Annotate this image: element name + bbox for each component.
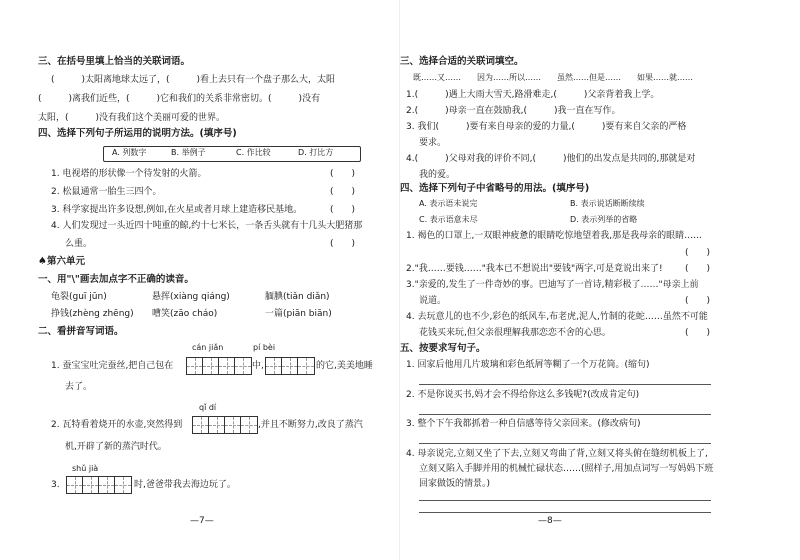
pinyin-item: 一篇(piān biān) [265, 309, 332, 319]
ellipsis-option-a: A. 表示语未说完 [419, 199, 478, 208]
left-sec4-item4-cont: 么重。 [65, 239, 93, 249]
left-u2-q3a: 3. [51, 480, 60, 490]
left-u2-q1b: 中, [252, 361, 264, 371]
right-sec5-q2: 2. 不是你说买书,妈才会不得给你这么多钱呢?(改成肯定句) [406, 390, 640, 400]
answer-paren[interactable]: ( ) [330, 205, 356, 215]
answer-paren[interactable]: ( ) [330, 239, 356, 249]
spade-icon: ♠ [38, 256, 47, 267]
answer-paren[interactable]: ( ) [685, 296, 711, 306]
answer-paren[interactable]: ( ) [330, 187, 356, 197]
page-number: —8— [538, 516, 562, 526]
right-sec3-line4: 4.( )父母对我的评价不同,( )他们的出发点是共同的,那就是对 [406, 154, 696, 164]
left-sec4-item1: 1. 电视塔的形状像一个待发射的火箭。 [51, 169, 207, 179]
answer-paren[interactable]: ( ) [685, 328, 711, 338]
left-u2-q2c: 机,开辟了新的蒸汽时代。 [65, 442, 167, 452]
right-sec5-q4b: 立刻又陷入手脚并用的机械忙碌状态……(照样子,用加点词写一写妈妈下班 [419, 464, 714, 474]
answer-paren[interactable]: ( ) [330, 169, 356, 179]
answer-line[interactable] [419, 384, 711, 385]
right-sec3-line3-cont: 要求。 [419, 138, 447, 148]
right-sec5-q1: 1. 回家后他用几片玻璃和彩色纸屑等糊了一个万花筒。(缩句) [406, 360, 650, 370]
right-sec3-line4-cont: 我的爱。 [419, 170, 456, 180]
pinyin-item: 嘈笑(zāo cháo) [152, 309, 218, 319]
pinyin-item: 挣钱(zhèng zhēng) [51, 309, 134, 319]
right-sec5-title: 五、按要求写句子。 [400, 343, 486, 354]
left-sec4-item2: 2. 松鼠通常一胎生三四个。 [51, 187, 162, 197]
ellipsis-option-b: B. 表示说话断断续续 [570, 199, 645, 208]
right-sec3-line3: 3. 我们( )要有来自母亲的爱的力量,( )要有来自父亲的严格 [406, 122, 687, 132]
left-u2-title: 二、看拼音写词语。 [38, 326, 124, 337]
pinyin-label: cán jiǎn [192, 343, 224, 352]
answer-line[interactable] [419, 512, 711, 513]
writing-grid[interactable] [66, 476, 132, 494]
right-sec4-line3-cont: 说道。 [419, 296, 447, 306]
answer-line[interactable] [419, 414, 711, 415]
pinyin-label: pí bèi [253, 343, 276, 352]
page-number: —7— [190, 516, 214, 526]
left-sec3-line3: 太阳，( )没有我们这个美丽可爱的世界。 [38, 113, 226, 123]
left-sec4-item4: 4. 人们发现过一头近四十吨重的鲸,约十七米长，一条舌头就有十几头大肥猪那 [51, 221, 363, 231]
writing-grid[interactable] [192, 416, 258, 434]
answer-paren[interactable]: ( ) [685, 248, 711, 258]
pinyin-label: qǐ dí [199, 403, 217, 412]
method-option-d: D. 打比方 [298, 148, 334, 157]
writing-grid[interactable] [265, 357, 315, 375]
left-sec3-title: 三、在括号里填上恰当的关联词语。 [38, 56, 191, 67]
method-option-b: B. 举例子 [171, 148, 206, 157]
method-option-c: C. 作比较 [236, 148, 271, 157]
right-sec5-q4a: 4. 母亲说完,立刻又坐了下去,立刻又弯曲了背,立刻又将头俯在缝纫机板上了, [406, 449, 708, 459]
right-sec4-line1: 1. 褐色的口罩上,一双眼神疲惫的眼睛吃惊地望着我,那是我母亲的眼睛…… [406, 231, 703, 241]
right-sec4-title: 四、选择下列句子中省略号的用法。(填序号) [400, 183, 590, 194]
unit-title [38, 257, 85, 267]
right-sec4-line4: 4. 去玩意儿的也不少,彩色的纸风车,布老虎,泥人,竹制的花蛇……虽然不可能 [406, 312, 708, 322]
left-u2-q2a: 2. 瓦特看着烧开的水壶,突然得到 [51, 420, 183, 430]
left-u2-q2b: ,并且不断努力,改良了蒸汽 [258, 420, 363, 430]
right-sec4-line3: 3."亲爱的,发生了一件奇妙的事。巴迪写了一首诗,精彩极了……"母亲上前 [406, 280, 699, 290]
method-option-a: A. 列数字 [112, 148, 147, 157]
left-sec4-title: 四、选择下列句子所运用的说明方法。(填序号) [38, 128, 237, 139]
right-sec3-line2: 2.( )母亲一直在鼓励我,( )我一直在写作。 [406, 106, 621, 116]
writing-grid[interactable] [186, 357, 252, 375]
pinyin-item: 龟裂(guī jūn) [51, 292, 107, 302]
right-sec5-q4c: 回家做饭的情景。) [419, 479, 491, 489]
left-u2-q3b: 时,爸爸带我去海边玩了。 [134, 480, 236, 490]
ellipsis-option-c: C. 表示语意未尽 [419, 215, 478, 224]
left-u2-q1d: 去了。 [65, 382, 93, 392]
right-sec5-q3: 3. 整个下午我都抓着一种自信感等待父亲回来。(修改病句) [406, 419, 641, 429]
answer-paren[interactable]: ( ) [685, 264, 711, 274]
pinyin-label: shǔ jià [72, 464, 99, 473]
pinyin-item: 腼腆(tiǎn diǎn) [265, 292, 330, 302]
right-sec4-line4-cont: 花钱买来玩,但父亲很理解我那恋恋不舍的心思。 [419, 328, 611, 338]
answer-line[interactable] [419, 443, 711, 444]
right-sec4-line2: 2."我……要钱……"我本已不想说出"要钱"两字,可是竟说出来了! [406, 264, 663, 274]
pinyin-item: 悬挥(xiàng qiáng) [152, 292, 230, 302]
left-u2-q1c: 的它,美美地睡 [316, 361, 373, 371]
left-u1-title: 一、用"\"画去加点字不正确的读音。 [38, 274, 194, 285]
right-sec3-line1: 1.( )遇上大雨大雪天,路滑难走,( )父亲背着我上学。 [406, 90, 660, 100]
left-sec3-line1: ( )太阳离地球太远了，( )看上去只有一个盘子那么大，太阳 [51, 75, 336, 85]
answer-line[interactable] [419, 500, 711, 501]
right-sec3-title: 三、选择合适的关联词填空。 [400, 56, 524, 67]
right-page [400, 0, 800, 560]
left-u2-q1a: 1. 蚕宝宝吐完蚕丝,把自己包在 [51, 361, 174, 371]
connective-word-bank: 既……又…… 因为……所以…… 虽然……但是…… 如果……就…… [413, 73, 693, 82]
left-sec4-item3: 3. 科学家提出许多设想,例如,在火星或者月球上建造移民基地。 [51, 205, 303, 215]
unit-title-text: 第六单元 [46, 256, 85, 267]
left-sec3-line2: ( )离我们近些，( )它和我们的关系非常密切。( )没有 [38, 94, 321, 104]
ellipsis-option-d: D. 表示列举的省略 [570, 215, 638, 224]
